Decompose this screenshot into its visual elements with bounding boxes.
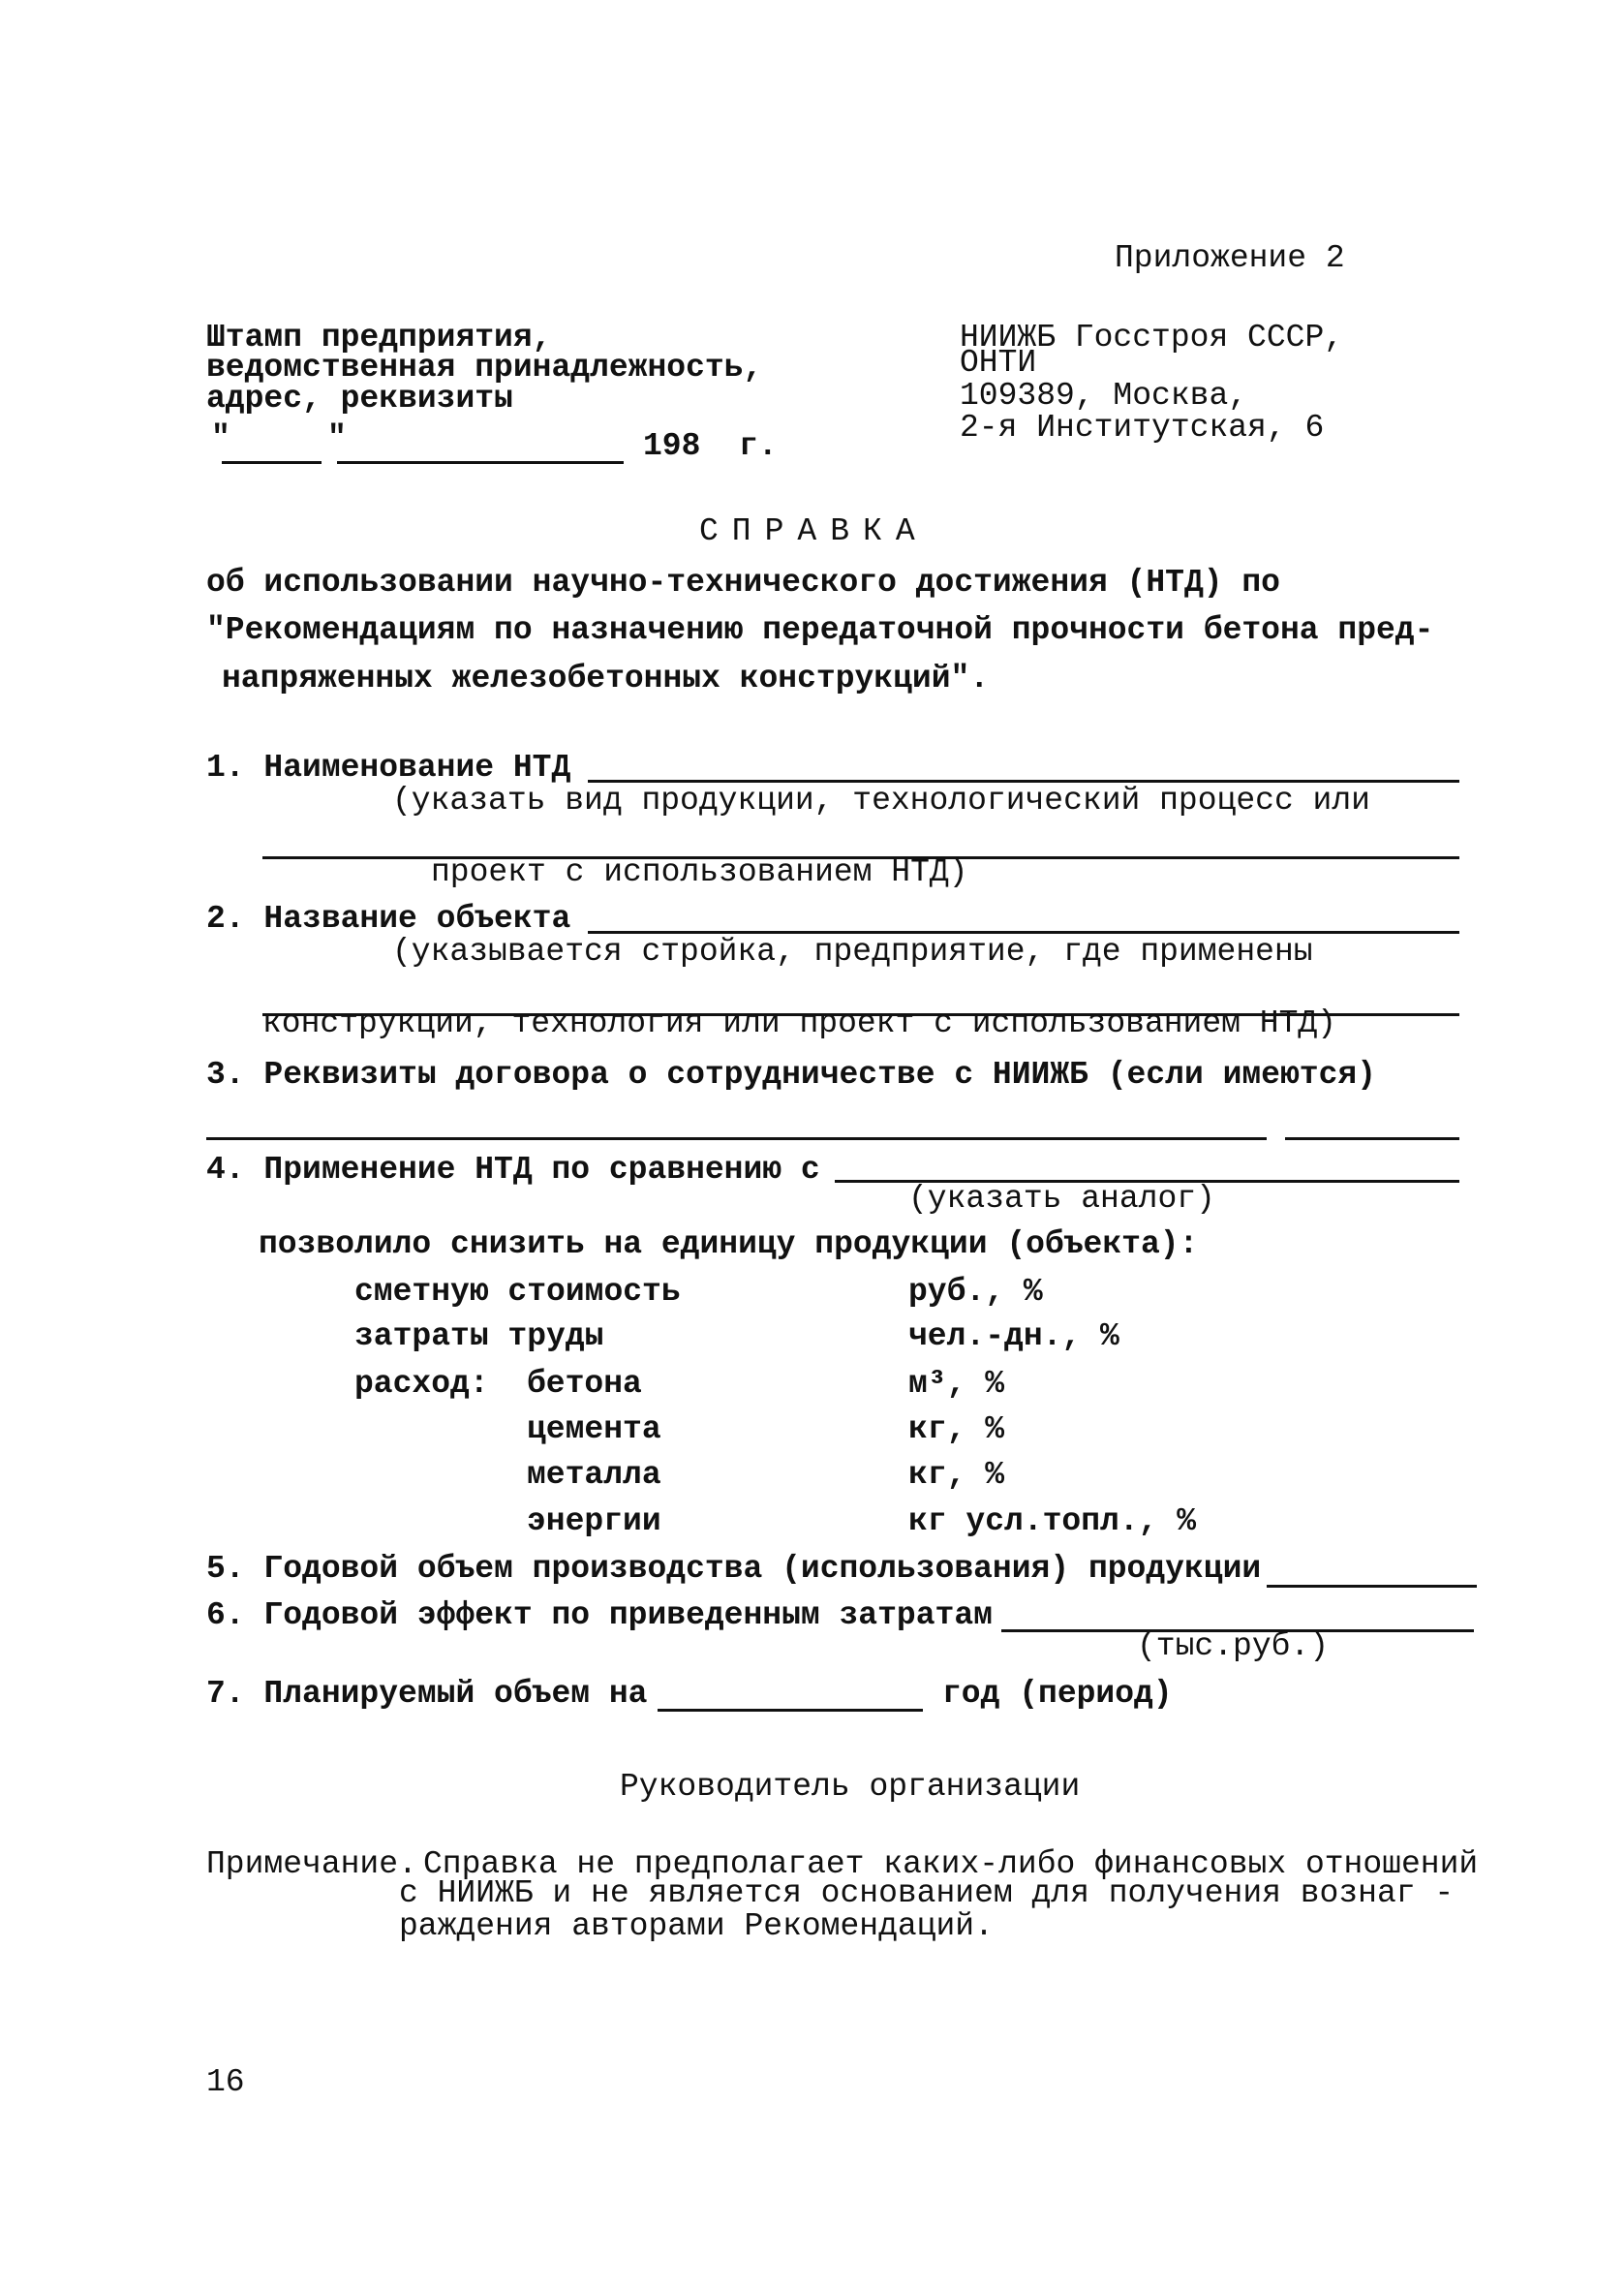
- addressee-line: 2-я Институтская, 6: [960, 410, 1325, 446]
- savings-name: сметную стоимость: [354, 1274, 681, 1310]
- item-2-hint: (указывается стройка, предприятие, где применены: [392, 934, 1313, 970]
- date-open-quote: ": [211, 420, 230, 456]
- savings-unit: кг, %: [908, 1411, 1005, 1447]
- item-4-hint: (указать аналог): [908, 1181, 1215, 1217]
- stamp-line: ведомственная принадлежность,: [206, 350, 763, 386]
- item-5-field[interactable]: [1267, 1585, 1477, 1588]
- addressee-line: ОНТИ: [960, 345, 1037, 381]
- item-6-hint: (тыс.руб.): [1137, 1628, 1330, 1664]
- item-3-field[interactable]: [206, 1137, 1267, 1140]
- savings-name: затраты труды: [354, 1318, 604, 1354]
- item-5-label: 5. Годовой объем производства (использования) продукции: [206, 1551, 1262, 1587]
- date-year: 198 г.: [643, 428, 778, 464]
- date-month-field[interactable]: [337, 461, 624, 464]
- subtitle-line: "Рекомендациям по назначению передаточной прочности бетона пред-: [206, 612, 1434, 648]
- page-number: 16: [206, 2064, 245, 2100]
- item-7-field[interactable]: [658, 1709, 923, 1712]
- savings-name: металла: [527, 1457, 661, 1493]
- item-7-suffix: год (период): [942, 1676, 1173, 1712]
- subtitle-line: об использовании научно-технического достижения (НТД) по: [206, 565, 1280, 601]
- savings-unit: кг усл.топл., %: [908, 1503, 1197, 1539]
- item-7-label: 7. Планируемый объем на: [206, 1676, 648, 1712]
- savings-unit: руб., %: [908, 1274, 1043, 1310]
- note-line: Справка не предполагает каких-либо финансовых отношений: [423, 1846, 1479, 1882]
- savings-unit: чел.-дн., %: [908, 1318, 1119, 1354]
- item-4-lead: позволило снизить на единицу продукции (объекта):: [259, 1226, 1199, 1262]
- savings-name: цемента: [527, 1411, 661, 1447]
- appendix-label: Приложение 2: [1115, 240, 1345, 276]
- item-2-label: 2. Название объекта: [206, 901, 571, 937]
- savings-group: расход:: [354, 1366, 489, 1402]
- document-title: СПРАВКА: [699, 513, 929, 549]
- addressee-line: 109389, Москва,: [960, 378, 1248, 414]
- item-3-label: 3. Реквизиты договора о сотрудничестве с НИИЖБ (если имеются): [206, 1057, 1376, 1093]
- subtitle-line: напряженных железобетонных конструкций".: [222, 661, 990, 696]
- date-day-field[interactable]: [222, 461, 322, 464]
- savings-name: энергии: [527, 1503, 661, 1539]
- date-close-quote: ": [327, 420, 347, 456]
- savings-name: бетона: [527, 1366, 642, 1402]
- addressee-line: НИИЖБ Госстроя СССР,: [960, 320, 1344, 356]
- note-line: с НИИЖБ и не является основанием для получения вознаг -: [399, 1875, 1455, 1911]
- item-6-label: 6. Годовой эффект по приведенным затратам: [206, 1597, 993, 1633]
- savings-unit: м³, %: [908, 1366, 1005, 1402]
- item-1-hint-2: проект с использованием НТД): [431, 854, 968, 890]
- note-line: раждения авторами Рекомендаций.: [399, 1908, 994, 1944]
- savings-unit: кг, %: [908, 1457, 1005, 1493]
- signature-label: Руководитель организации: [620, 1769, 1081, 1805]
- note-label: Примечание.: [206, 1846, 417, 1882]
- item-1-label: 1. Наименование НТД: [206, 750, 571, 786]
- item-4-label: 4. Применение НТД по сравнению с: [206, 1152, 820, 1188]
- stamp-line: адрес, реквизиты: [206, 381, 513, 417]
- item-3-field-2[interactable]: [1285, 1137, 1459, 1140]
- stamp-line: Штамп предприятия,: [206, 320, 552, 356]
- item-1-hint: (указать вид продукции, технологический процесс или: [392, 783, 1370, 819]
- item-2-hint-2: конструкции, технология или проект с использованием НТД): [262, 1005, 1336, 1041]
